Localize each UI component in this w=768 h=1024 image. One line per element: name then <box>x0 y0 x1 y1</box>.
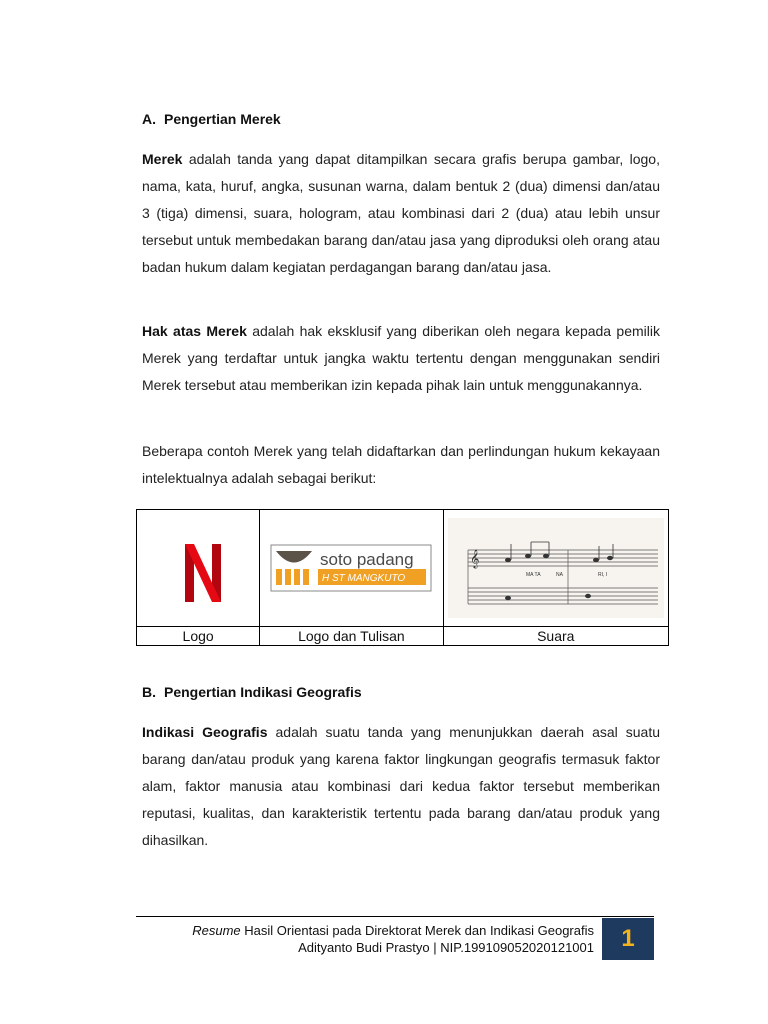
section-b-title: Pengertian Indikasi Geografis <box>164 684 362 700</box>
hak-atas-merek-paragraph <box>142 318 660 399</box>
indikasi-geografis-text: adalah suatu tanda yang menunjukkan daerah asal suatu barang dan/atau produk yang karena faktor lingkungan geografis termasuk faktor alam, faktor manusia atau kombinasi dari kedua faktor tersebut memberikan reputasi, kualitas, dan karakteristik tertentu pada barang dan/atau produk yang dihasilkan. <box>142 724 661 848</box>
hak-atas-merek-text: adalah hak eksklusif yang diberikan oleh negara kepada pemilik Merek yang terdaftar untuk jangka waktu tertentu dengan menggunakan sendiri Merek tersebut atau memberikan izin kepada pihak lain untuk menggunakannya. <box>142 323 660 393</box>
caption-logo-dan-tulisan: Logo dan Tulisan <box>260 627 443 646</box>
lyric-3: RI, I <box>597 572 607 578</box>
footer-resume-italic: Resume <box>192 923 241 938</box>
section-b-heading <box>142 684 362 700</box>
soto-padang-logo-image <box>270 544 432 592</box>
logo-text-image-cell <box>260 510 443 627</box>
lyric-1: MA TA <box>525 572 541 578</box>
caption-logo: Logo <box>137 627 260 646</box>
caption-suara: Suara <box>443 627 668 646</box>
footer-rule <box>136 916 654 917</box>
music-score-image <box>448 518 664 618</box>
section-a-number: A. <box>142 111 156 127</box>
merek-term: Merek <box>142 151 183 167</box>
page-number-badge: 1 <box>602 918 654 960</box>
section-a-heading <box>142 111 281 127</box>
sound-image-cell <box>443 510 668 627</box>
hak-atas-merek-term: Hak atas Merek <box>142 323 247 339</box>
merek-definition-paragraph <box>142 146 660 281</box>
footer-line-1 <box>192 922 594 939</box>
section-a-title: Pengertian Merek <box>164 111 281 127</box>
examples-intro-paragraph: Beberapa contoh Merek yang telah didaftarkan dan perlindungan hukum kekayaan intelektualnya adalah sebagai berikut: <box>142 443 660 486</box>
netflix-logo-image <box>143 516 253 620</box>
merek-definition-text: adalah tanda yang dapat ditampilkan secara grafis berupa gambar, logo, nama, kata, huruf, angka, susunan warna, dalam bentuk 2 (dua) dimensi dan/atau 3 (tiga) dimensi, suara, hologram, atau kombinasi dari 2 (dua) atau lebih unsur tersebut untuk membedakan barang dan/atau jasa yang diproduksi oleh orang atau badan hukum dalam kegiatan perdagangan barang dan/atau jasa. <box>142 151 660 275</box>
netflix-letter: N <box>143 516 144 517</box>
lyric-2: NA <box>555 572 563 578</box>
table-image-row <box>137 510 669 627</box>
trademark-examples-table <box>136 509 669 646</box>
indikasi-geografis-paragraph <box>142 719 660 854</box>
footer-line-2: Adityanto Budi Prastyo | NIP.199109052020121001 <box>298 940 594 955</box>
footer-text <box>192 922 594 956</box>
logo-image-cell <box>137 510 260 627</box>
soto-padang-subtitle: H ST MANGKUTO <box>322 573 406 584</box>
table-caption-row <box>137 627 669 646</box>
footer-title: Hasil Orientasi pada Direktorat Merek dan Indikasi Geografis <box>240 923 594 938</box>
section-b-number: B. <box>142 684 156 700</box>
svg-text:𝄞: 𝄞 <box>469 549 480 568</box>
soto-padang-title: soto padang <box>320 550 414 569</box>
indikasi-geografis-term: Indikasi Geografis <box>142 724 268 740</box>
